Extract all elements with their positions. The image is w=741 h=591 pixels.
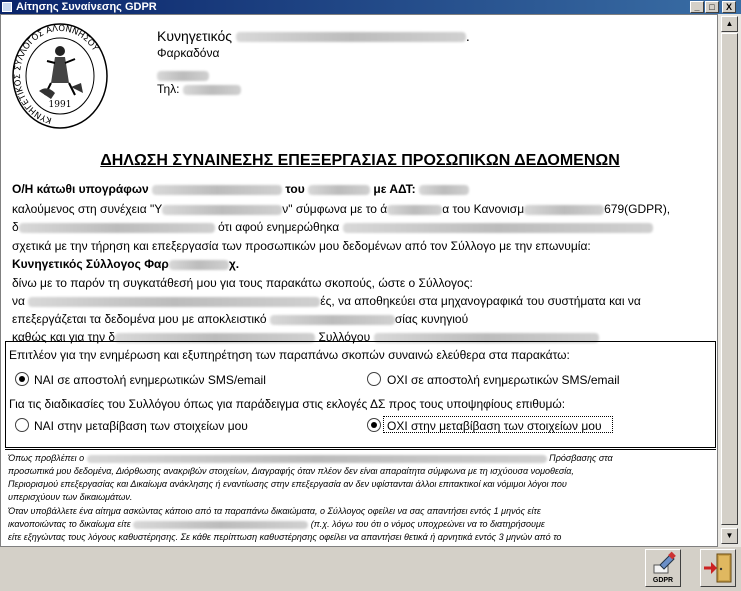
notice-line-6: ικανοποιώντας το δικαίωμα είτε (π.χ. λόγω του ότι ο νόμος υποχρεώνει να το διατηρήσουμε	[8, 519, 545, 529]
document-line-7: να ές, να αποθηκεύει στα μηχανογραφικά του συστήματα και να	[12, 294, 641, 308]
window-title: Αίτησης Συναίνεσης GDPR	[16, 1, 157, 13]
consent-options	[5, 341, 716, 448]
club-full-name: Κυνηγετικός Σύλλογος Φαρ χ.	[12, 257, 240, 271]
seal-ring-text: ΚΥΝΗΓΕΤΙΚΟΣ ΣΥΛΛΟΓΟΣ ΑΛΟΝΝΗΣΟΥ	[12, 23, 100, 125]
document-title: ΔΗΛΩΣΗ ΣΥΝΑΙΝΕΣΗΣ ΕΠΕΞΕΡΓΑΣΙΑΣ ΠΡΟΣΩΠΙΚΩΝ ΔΕΔΟΜΕΝΩΝ	[100, 152, 620, 169]
scroll-up-arrow-icon[interactable]: ▲	[721, 16, 738, 32]
club-seal-logo	[11, 21, 109, 131]
notice-line-4: υπερισχύουν των δικαιωμάτων.	[8, 492, 133, 502]
consent-document	[0, 14, 718, 547]
sms-yes-label[interactable]: ΝΑΙ σε αποστολή ενημερωτικών SMS/email	[34, 373, 266, 387]
document-line-8: επεξεργάζεται τα δεδομένα μου με αποκλειστικό σίας κυνηγιού	[12, 312, 469, 326]
exit-button[interactable]	[700, 549, 736, 587]
club-name	[157, 28, 470, 44]
transfer-question: Για τις διαδικασίες του Συλλόγου όπως για παράδειγμα στις εκλογές ΔΣ προς τους υποψηφίους επιθυμώ:	[9, 397, 566, 411]
title-bar	[0, 0, 741, 14]
exit-door-icon	[701, 550, 735, 586]
phone-label: Τηλ:	[157, 82, 180, 96]
notice-line-5: Όταν υποβάλλετε ένα αίτημα ασκώντας κάποιο από τα παραπάνω δικαιώματα, ο Σύλλογος οφείλει να σας απαντήσει εντός 1 μηνός είτε	[8, 506, 541, 516]
club-name-end: .	[465, 28, 470, 44]
vertical-scrollbar[interactable]	[718, 14, 741, 547]
notice-line-2: προσωπικά μου δεδομένα, Διόρθωσης ανακριβών στοιχείων, Διαγραφής όταν πλέον δεν είναι απαραίτητα σύμφωνα με τη ισχύουσα νομοθεσία,	[8, 466, 574, 476]
club-phone	[157, 82, 241, 96]
seal-year: 1991	[48, 100, 72, 110]
declarant-line: Ο/Η κάτωθι υπογράφων του με ΑΔΤ:	[12, 182, 469, 196]
minimize-button[interactable]: _	[690, 1, 704, 13]
notice-line-3: Περιορισμού επεξεργασίας και Δικαίωμα ανάκλησης ή εναντίωσης στην επεξεργασία αν δεν υφίστανται άλλοι επιτακτικοί και νόμιμοι λόγοι που	[8, 479, 567, 489]
document-line-3: δ ότι αφού ενημερώθηκα	[12, 220, 653, 234]
transfer-no-radio[interactable]	[367, 418, 381, 432]
transfer-no-label[interactable]: ΟΧΙ στην μεταβίβαση των στοιχείων μου	[387, 419, 602, 433]
gdpr-stamp-icon	[646, 551, 680, 577]
sms-no-radio[interactable]	[367, 372, 381, 386]
document-line-4: σχετικά με την τήρηση και επεξεργασία των προσωπικών μου δεδομένων από τον Σύλλογο με την επωνυμία:	[12, 239, 591, 253]
bottom-toolbar	[0, 547, 741, 591]
app-icon	[2, 2, 12, 12]
club-city: Φαρκαδόνα	[157, 46, 220, 60]
transfer-yes-label[interactable]: ΝΑΙ στην μεταβίβαση των στοιχείων μου	[34, 419, 248, 433]
sms-question: Επιτλέον για την ενημέρωση και εξυπηρέτηση των παραπάνω σκοπών συναινώ ελεύθερα στα παρακάτω:	[9, 348, 570, 362]
club-name-text: Κυνηγετικός	[157, 28, 233, 44]
notice-line-7: είτε εξηγώντας τους λόγους καθυστέρησης. Σε κάθε περίπτωση καθυστέρησης οφείλει να απαντήσει θετικά ή αρνητικά εντός 3 μηνών από το	[8, 532, 562, 542]
document-line-2: καλούμενος στη συνέχεια "Υ ν" σύμφωνα με το ά α του Κανονισμ 679(GDPR),	[12, 202, 671, 216]
close-button[interactable]: X	[722, 1, 736, 13]
sms-no-label[interactable]: ΟΧΙ σε αποστολή ενημερωτικών SMS/email	[387, 373, 620, 387]
rights-notice	[5, 449, 716, 547]
scroll-thumb[interactable]	[721, 33, 738, 525]
scroll-down-arrow-icon[interactable]: ▼	[721, 528, 738, 544]
maximize-button[interactable]: □	[705, 1, 719, 13]
document-line-9: καθώς και για την δ Συλλόγου	[12, 330, 599, 344]
sms-yes-radio[interactable]	[15, 372, 29, 386]
document-line-6: δίνω με το παρόν τη συγκατάθεσή μου για τους παρακάτω σκοπούς, ώστε ο Σύλλογος:	[12, 276, 473, 290]
notice-line-1: Όπως προβλέπει ο Πρόσβασης στα	[8, 453, 613, 463]
gdpr-button[interactable]	[645, 549, 681, 587]
transfer-yes-radio[interactable]	[15, 418, 29, 432]
gdpr-button-label: GDPR	[652, 577, 674, 584]
